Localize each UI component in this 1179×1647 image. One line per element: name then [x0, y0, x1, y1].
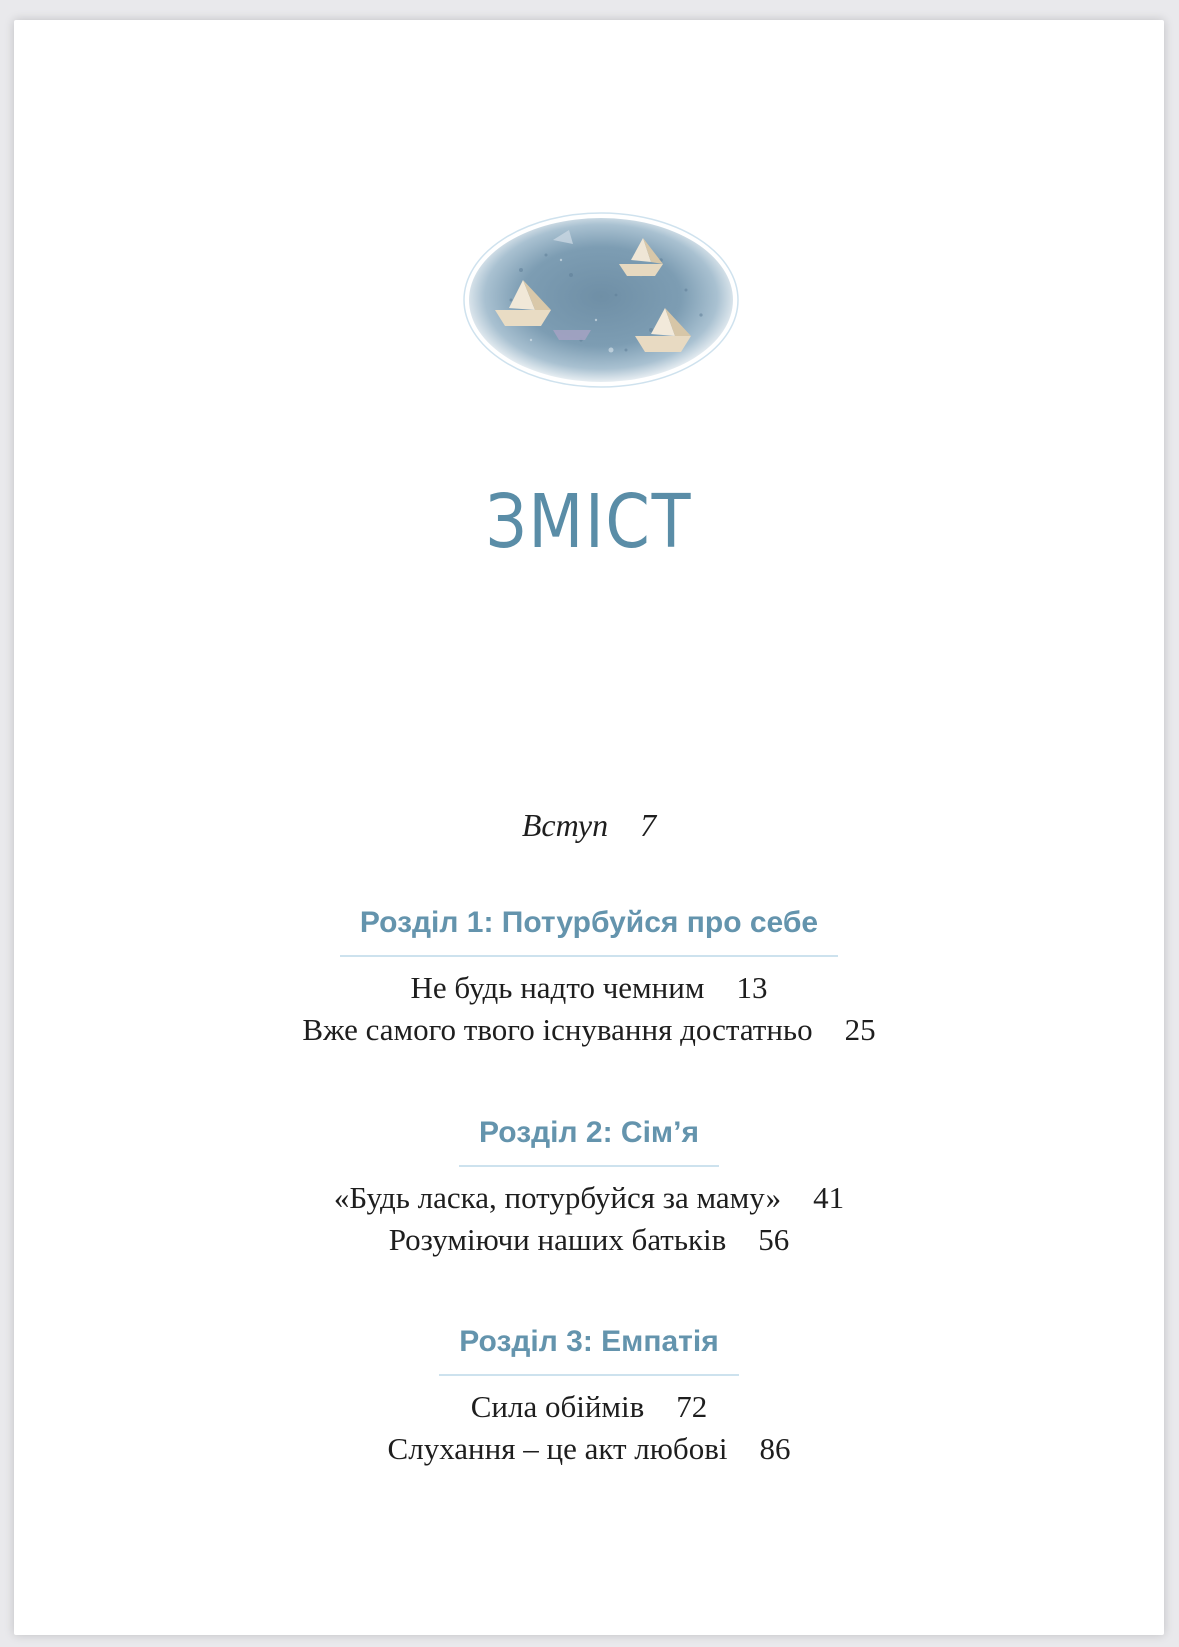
section-heading: Розділ 3: Емпатія — [439, 1324, 738, 1376]
toc-section-3 — [14, 1324, 1164, 1470]
toc-section-2 — [14, 1115, 1164, 1261]
book-page — [14, 20, 1164, 1635]
toc-entry[interactable] — [14, 967, 1164, 1009]
toc-section-1 — [14, 905, 1164, 1051]
toc-entry-page: 56 — [758, 1222, 790, 1257]
toc-entry-label: Не будь надто чемним — [410, 970, 705, 1005]
toc-entry[interactable] — [14, 1177, 1164, 1219]
page-title: ЗМІСТ — [485, 479, 693, 565]
toc-entry-label: Сила обіймів — [470, 1389, 645, 1424]
toc-entry-page: 13 — [736, 970, 768, 1005]
toc-entry-label: Вступ — [521, 807, 609, 843]
toc-entry-label: Розуміючи наших батьків — [388, 1222, 727, 1257]
paper-boats-illustration — [451, 200, 751, 400]
toc-entry[interactable] — [14, 1386, 1164, 1428]
toc-entry[interactable] — [14, 1219, 1164, 1261]
section-heading: Розділ 1: Потурбуйся про себе — [340, 905, 838, 957]
toc-entry-page: 25 — [844, 1012, 876, 1047]
toc-entry-page: 72 — [676, 1389, 708, 1424]
toc-entry-page: 86 — [759, 1431, 791, 1466]
toc-entry[interactable] — [14, 1428, 1164, 1470]
section-heading: Розділ 2: Сім’я — [459, 1115, 719, 1167]
toc-entry-label: «Будь ласка, потурбуйся за маму» — [333, 1180, 782, 1215]
toc-entry-intro[interactable] — [14, 809, 1164, 841]
toc-entry-page: 7 — [640, 807, 657, 843]
toc-entry-label: Вже самого твого існування достатньо — [302, 1012, 813, 1047]
toc-entry-label: Слухання – це акт любові — [387, 1431, 728, 1466]
toc-entry-page: 41 — [813, 1180, 845, 1215]
toc-entry[interactable] — [14, 1009, 1164, 1051]
